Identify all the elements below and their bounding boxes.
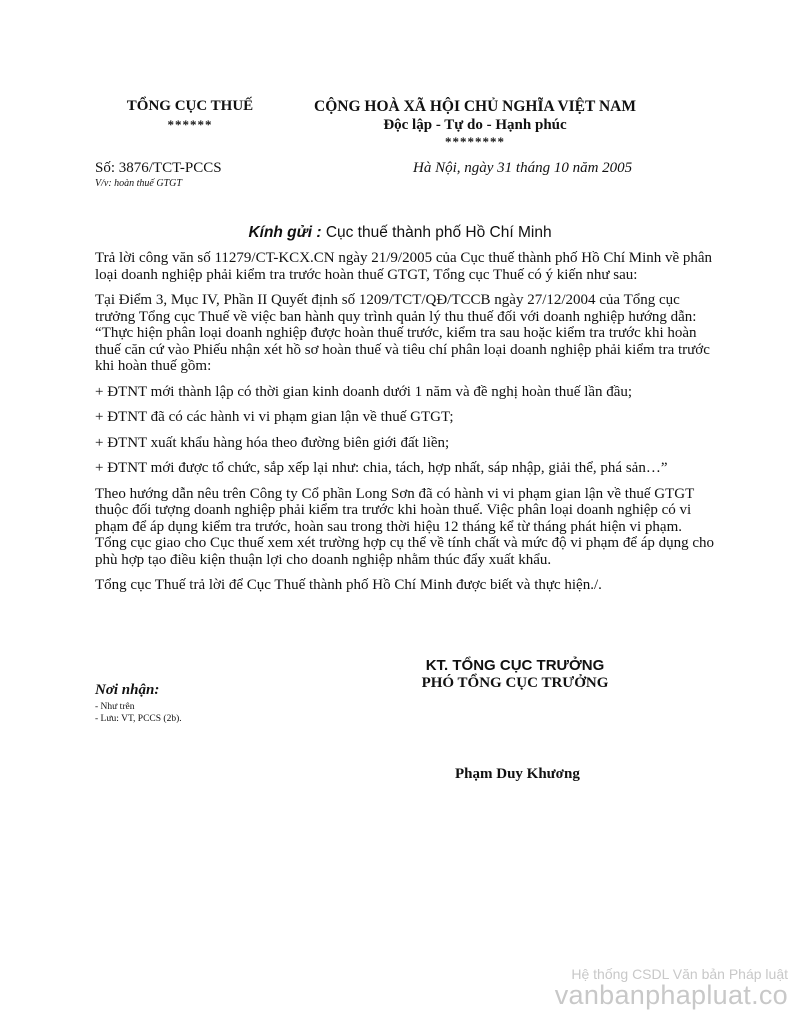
body-list-item: + ĐTNT mới được tổ chức, sắp xếp lại như: chia, tách, hợp nhất, sáp nhập, giải thể, phá sản…” xyxy=(95,460,668,476)
document-body xyxy=(95,250,715,603)
recipients-list xyxy=(95,701,182,725)
body-list-item: + ĐTNT mới thành lập có thời gian kinh doanh dưới 1 năm và đề nghị hoàn thuế lần đầu; xyxy=(95,383,633,400)
motto-stars: ******** xyxy=(445,134,505,149)
place-date: Hà Nội, ngày 31 tháng 10 năm 2005 xyxy=(413,160,633,176)
body-list-item: + ĐTNT xuất khẩu hàng hóa theo đường biên giới đất liền; xyxy=(95,434,450,451)
agency-name: TỔNG CỤC THUẾ xyxy=(126,98,254,114)
document-number: Số: 3876/TCT-PCCS xyxy=(95,160,222,176)
recipient-value: Cục thuế thành phố Hồ Chí Minh xyxy=(325,224,552,241)
recipient-item: - Lưu: VT, PCCS (2b). xyxy=(95,714,182,724)
watermark-site: vanbanphapluat.co xyxy=(554,980,788,1010)
body-list-item: + ĐTNT đã có các hành vi vi phạm gian lận về thuế GTGT; xyxy=(95,409,454,425)
signer-title-block xyxy=(390,657,640,692)
nation-name: CỘNG HOÀ XÃ HỘI CHỦ NGHĨA VIỆT NAM xyxy=(314,98,636,115)
recipient-label: Kính gửi : xyxy=(248,224,322,241)
signer-title-line2: PHÓ TỔNG CỤC TRƯỞNG xyxy=(421,675,609,691)
body-paragraph: Tại Điểm 3, Mục IV, Phần II Quyết định số 1209/TCT/QĐ/TCCB ngày 27/12/2004 của Tổng cục trưởng Tổng cục Thuế về việc ban hành quy trình quản lý thu thuế đối với doanh nghiệp hướng dẫn: “Thực hiện phân loại doanh nghiệp được hoàn thuế trước, kiểm tra sau hoặc kiểm tra trước khi hoàn thuế căn cứ vào Phiếu nhận xét hồ sơ hoàn thuế và tiêu chí phân loại doanh nghiệp phải kiểm tra trước khi hoàn thuế gồm: xyxy=(95,292,710,374)
motto: Độc lập - Tự do - Hạnh phúc xyxy=(383,117,567,133)
recipient-item: - Như trên xyxy=(95,702,135,712)
signer-title-line1: KT. TỔNG CỤC TRƯỞNG xyxy=(425,657,605,674)
document-subject: V/v: hoàn thuế GTGT xyxy=(95,178,182,189)
signer-name: Phạm Duy Khương xyxy=(455,766,580,782)
body-paragraph: Theo hướng dẫn nêu trên Công ty Cổ phần Long Sơn đã có hành vi vi phạm gian lận về thuế GTGT thuộc đối tượng doanh nghiệp phải kiểm tra trước khi hoàn thuế. Việc phân loại doanh nghiệp có vi phạm để áp dụng kiểm tra trước, hoàn sau trong thời hiệu 12 tháng kể từ tháng phát hiện vi phạm. Tổng cục giao cho Cục thuế xem xét trường hợp cụ thể về tính chất và mức độ vi phạm để áp dụng cho phù hợp tạo điều kiện thuận lợi cho doanh nghiệp nhằm thúc đẩy xuất khẩu. xyxy=(95,485,715,568)
body-paragraph: Tổng cục Thuế trả lời để Cục Thuế thành phố Hồ Chí Minh được biết và thực hiện./. xyxy=(95,577,602,593)
recipient-line xyxy=(0,224,800,242)
nation-header xyxy=(300,98,650,150)
agency-header xyxy=(95,98,285,133)
watermark-caption: Hệ thống CSDL Văn bản Pháp luật xyxy=(571,966,788,982)
body-paragraph: Trả lời công văn số 11279/CT-KCX.CN ngày 21/9/2005 của Cục thuế thành phố Hồ Chí Minh về phân loại doanh nghiệp phải kiểm tra trước hoàn thuế GTGT, Tổng cục Thuế có ý kiến như sau: xyxy=(95,250,713,283)
recipients-label: Nơi nhận: xyxy=(95,682,160,698)
recipients-block xyxy=(95,682,182,725)
agency-stars: ****** xyxy=(167,117,213,132)
